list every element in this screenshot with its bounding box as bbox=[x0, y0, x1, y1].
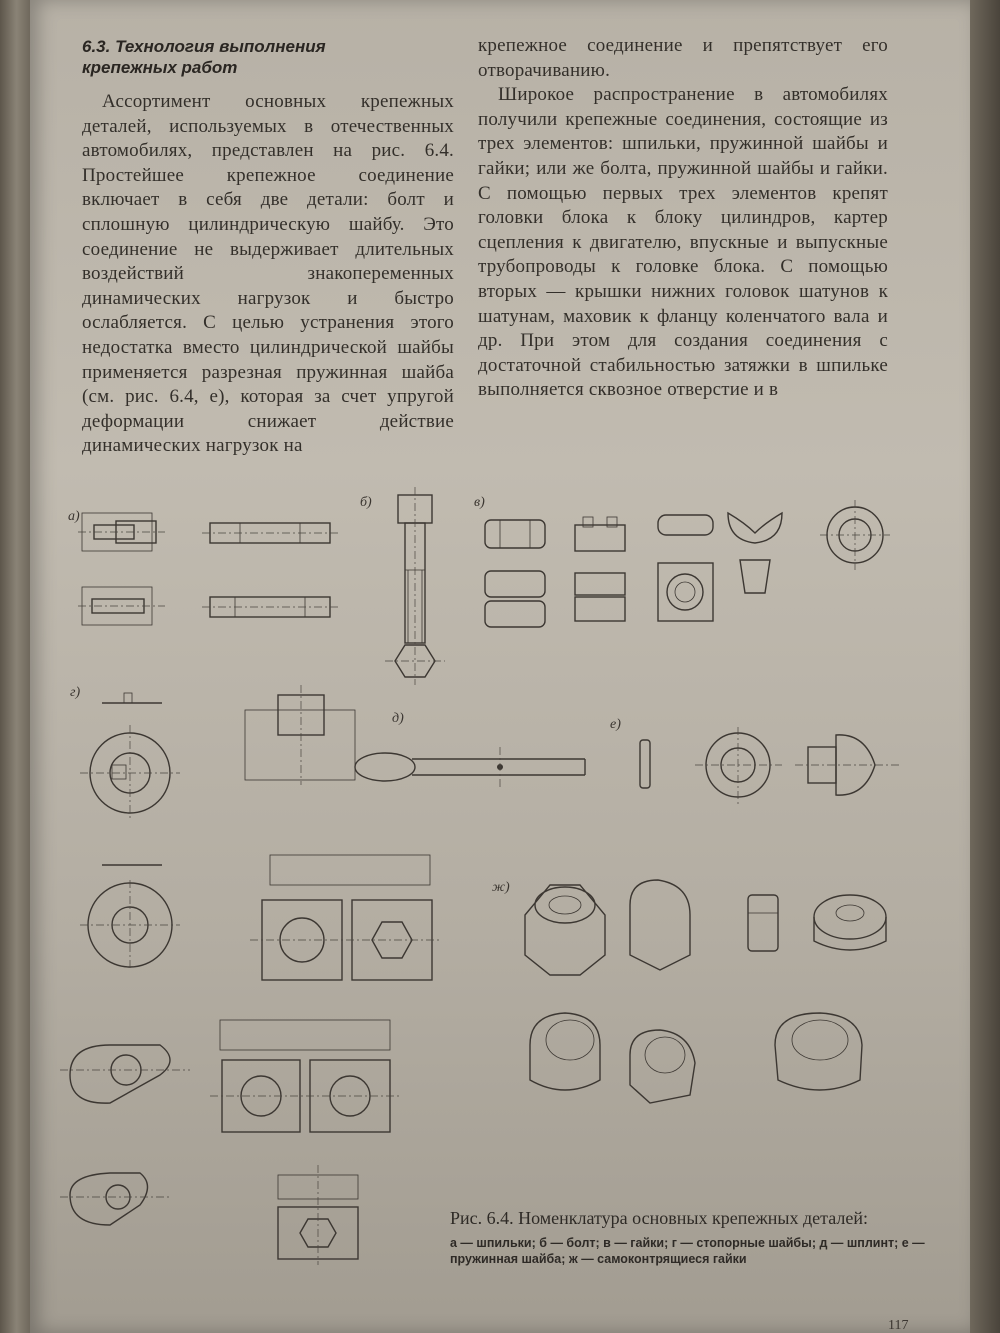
book-edge-right bbox=[970, 0, 1000, 1333]
section-heading bbox=[82, 36, 454, 78]
figure-label-a: а) bbox=[68, 509, 80, 524]
book-page bbox=[30, 0, 970, 1333]
nut-drawings bbox=[485, 500, 890, 627]
paragraph: Ассортимент основных крепежных деталей, используемых в отечественных автомобилях, представлен на рис. 6.4. Простейшее крепежное соединение включает в себя две детали: болт и сплошную цилиндрическую шайбу. Это соединение не выдерживает длительных воздействий знакопеременных динамических нагрузок и быстро ослабляется. С целью устранения этого недостатка вместо цилиндрической шайбы применяется разрезная пружинная шайба (см. рис. 6.4, е), которая за счет упругой деформации снижает действие динамических нагрузок на bbox=[82, 91, 454, 457]
figure-label-b: б) bbox=[360, 495, 372, 510]
section-number: 6.3. bbox=[82, 37, 111, 56]
lock-washer-drawings bbox=[60, 685, 440, 1265]
left-text-column bbox=[82, 36, 454, 459]
paragraph: Широкое распространение в автомобилях получили крепежные соединения, состоящие из трех элементов: шпильки, пружинной шайбы и гайки; или же болта, пружинной шайбы и гайки. С помощью первых трех элементов крепят головки блока к блоку цилиндров, картер сцепления к двигателю, впускные и выпускные трубопроводы к головке блока. С помощью вторых — крышки нижних головок шатунов к шатунам, маховик к фланцу коленчатого вала и др. При этом для создания соединения с достаточной стабильностью затяжки в шпильке выполняется сквозное отверстие и в bbox=[478, 84, 888, 401]
page-number: 117 bbox=[888, 1318, 909, 1333]
section-title-line1: Технология выполнения bbox=[115, 37, 326, 56]
caption-legend: а — шпильки; б — болт; в — гайки; г — стопорные шайбы; д — шплинт; е — пружинная шайба; ж — самоконтрящиеся гайки bbox=[450, 1236, 925, 1266]
section-title-line2: крепежных работ bbox=[82, 58, 238, 77]
technical-drawings bbox=[30, 485, 970, 1265]
spring-washer-drawing bbox=[640, 727, 900, 805]
figure-label-e: е) bbox=[610, 717, 621, 732]
bolt-drawing bbox=[385, 487, 445, 685]
paragraph: крепежное соединение и препятствует его отворачиванию. bbox=[478, 35, 888, 81]
figure-6-4 bbox=[30, 485, 970, 1265]
figure-label-d: д) bbox=[392, 711, 404, 726]
book-spine-left bbox=[0, 0, 30, 1333]
right-text-column bbox=[478, 34, 888, 403]
stud-drawings bbox=[78, 513, 338, 625]
cotter-pin-drawing bbox=[355, 747, 585, 790]
caption-title: Рис. 6.4. Номенклатура основных крепежных деталей: bbox=[450, 1208, 868, 1228]
figure-caption bbox=[450, 1207, 930, 1267]
figure-label-zh: ж) bbox=[492, 880, 510, 895]
figure-label-g: г) bbox=[70, 685, 81, 700]
figure-label-v: в) bbox=[474, 495, 485, 510]
self-locking-nut-drawings bbox=[525, 880, 886, 1103]
